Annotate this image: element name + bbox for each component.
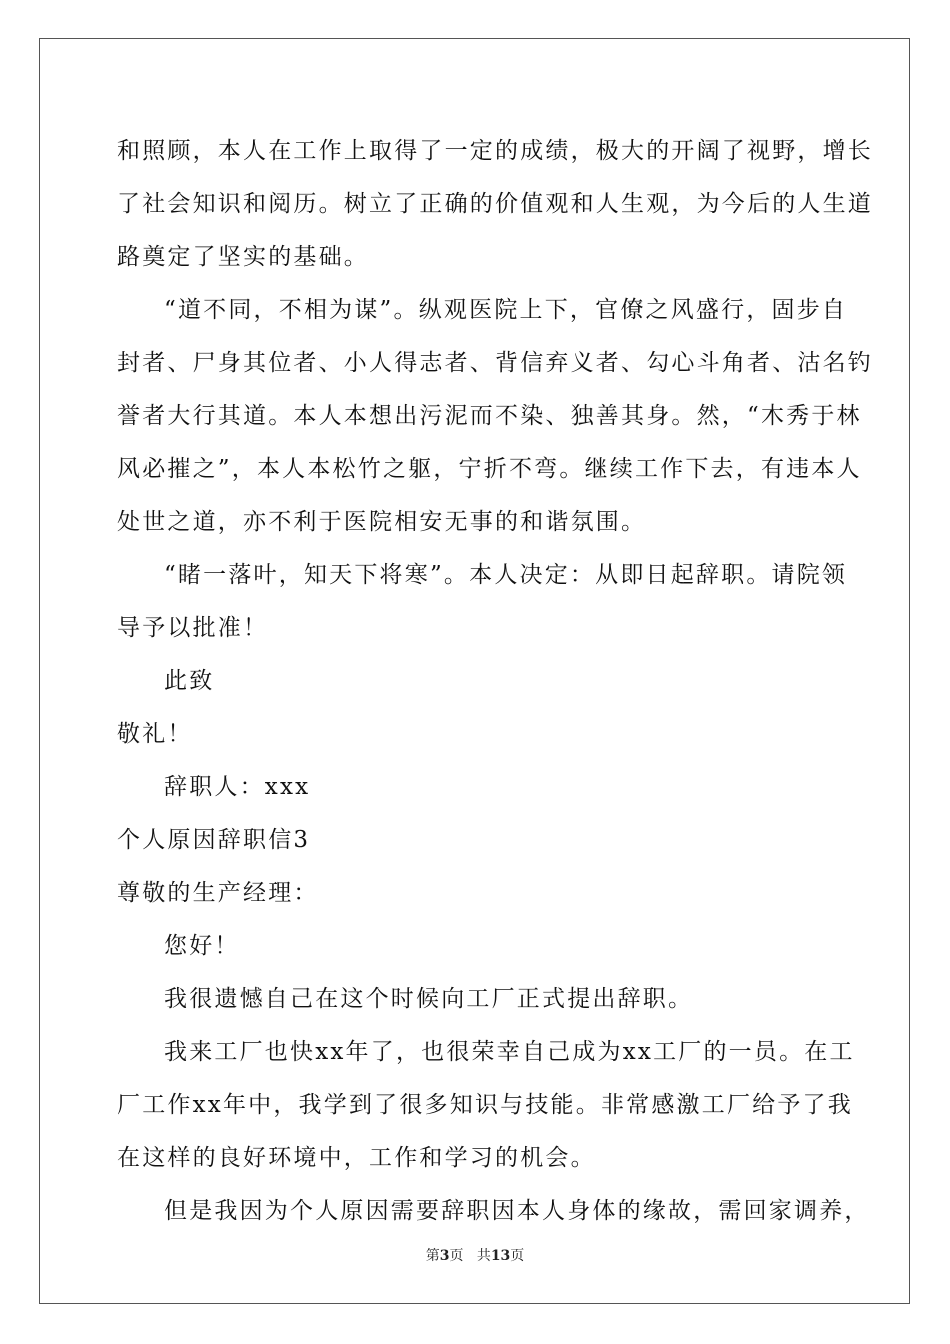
total-pages: 13 <box>490 1248 511 1264</box>
text-line: 此致 <box>164 668 215 694</box>
text-line: “睹一落叶，知天下将寒”。本人决定：从即日起辞职。请院领 <box>164 562 848 588</box>
text-line: 我很遗憾自己在这个时候向工厂正式提出辞职。 <box>164 986 694 1012</box>
text-line: 敬礼！ <box>117 721 193 747</box>
text-line: 路奠定了坚实的基础。 <box>117 244 369 270</box>
text-line: 导予以批准！ <box>117 615 269 641</box>
text-line: 个人原因辞职信3 <box>117 827 311 853</box>
text-line: 在这样的良好环境中，工作和学习的机会。 <box>117 1145 596 1171</box>
page-prefix: 第 <box>425 1248 440 1264</box>
text-line: 风必摧之”，本人本松竹之躯，宁折不弯。继续工作下去，有违本人 <box>117 456 862 482</box>
page-footer <box>0 1246 950 1266</box>
text-line: 辞职人：xxx <box>164 774 311 800</box>
text-line: 和照顾，本人在工作上取得了一定的成绩，极大的开阔了视野，增长 <box>117 138 873 164</box>
text-line: 处世之道，亦不利于医院相安无事的和谐氛围。 <box>117 509 647 535</box>
text-line: 了社会知识和阅历。树立了正确的价值观和人生观，为今后的人生道 <box>117 191 873 217</box>
text-line: “道不同，不相为谋”。纵观医院上下，官僚之风盛行，固步自 <box>164 297 848 323</box>
total-suffix: 页 <box>510 1248 525 1264</box>
text-line: 厂工作xx年中，我学到了很多知识与技能。非常感激工厂给予了我 <box>117 1092 853 1118</box>
document-body <box>117 125 873 1238</box>
page-suffix: 页 <box>449 1248 464 1264</box>
text-line: 誉者大行其道。本人本想出污泥而不染、独善其身。然，“木秀于林 <box>117 403 862 429</box>
text-line: 尊敬的生产经理： <box>117 880 319 906</box>
text-line: 我来工厂也快xx年了，也很荣幸自己成为xx工厂的一员。在工 <box>164 1039 855 1065</box>
text-line: 您好！ <box>164 933 240 959</box>
text-line: 但是我因为个人原因需要辞职因本人身体的缘故，需回家调养， <box>164 1198 870 1224</box>
page-number: 3 <box>439 1248 450 1264</box>
text-line: 封者、尸身其位者、小人得志者、背信弃义者、勾心斗角者、沽名钓 <box>117 350 873 376</box>
total-prefix: 共 <box>476 1248 491 1264</box>
